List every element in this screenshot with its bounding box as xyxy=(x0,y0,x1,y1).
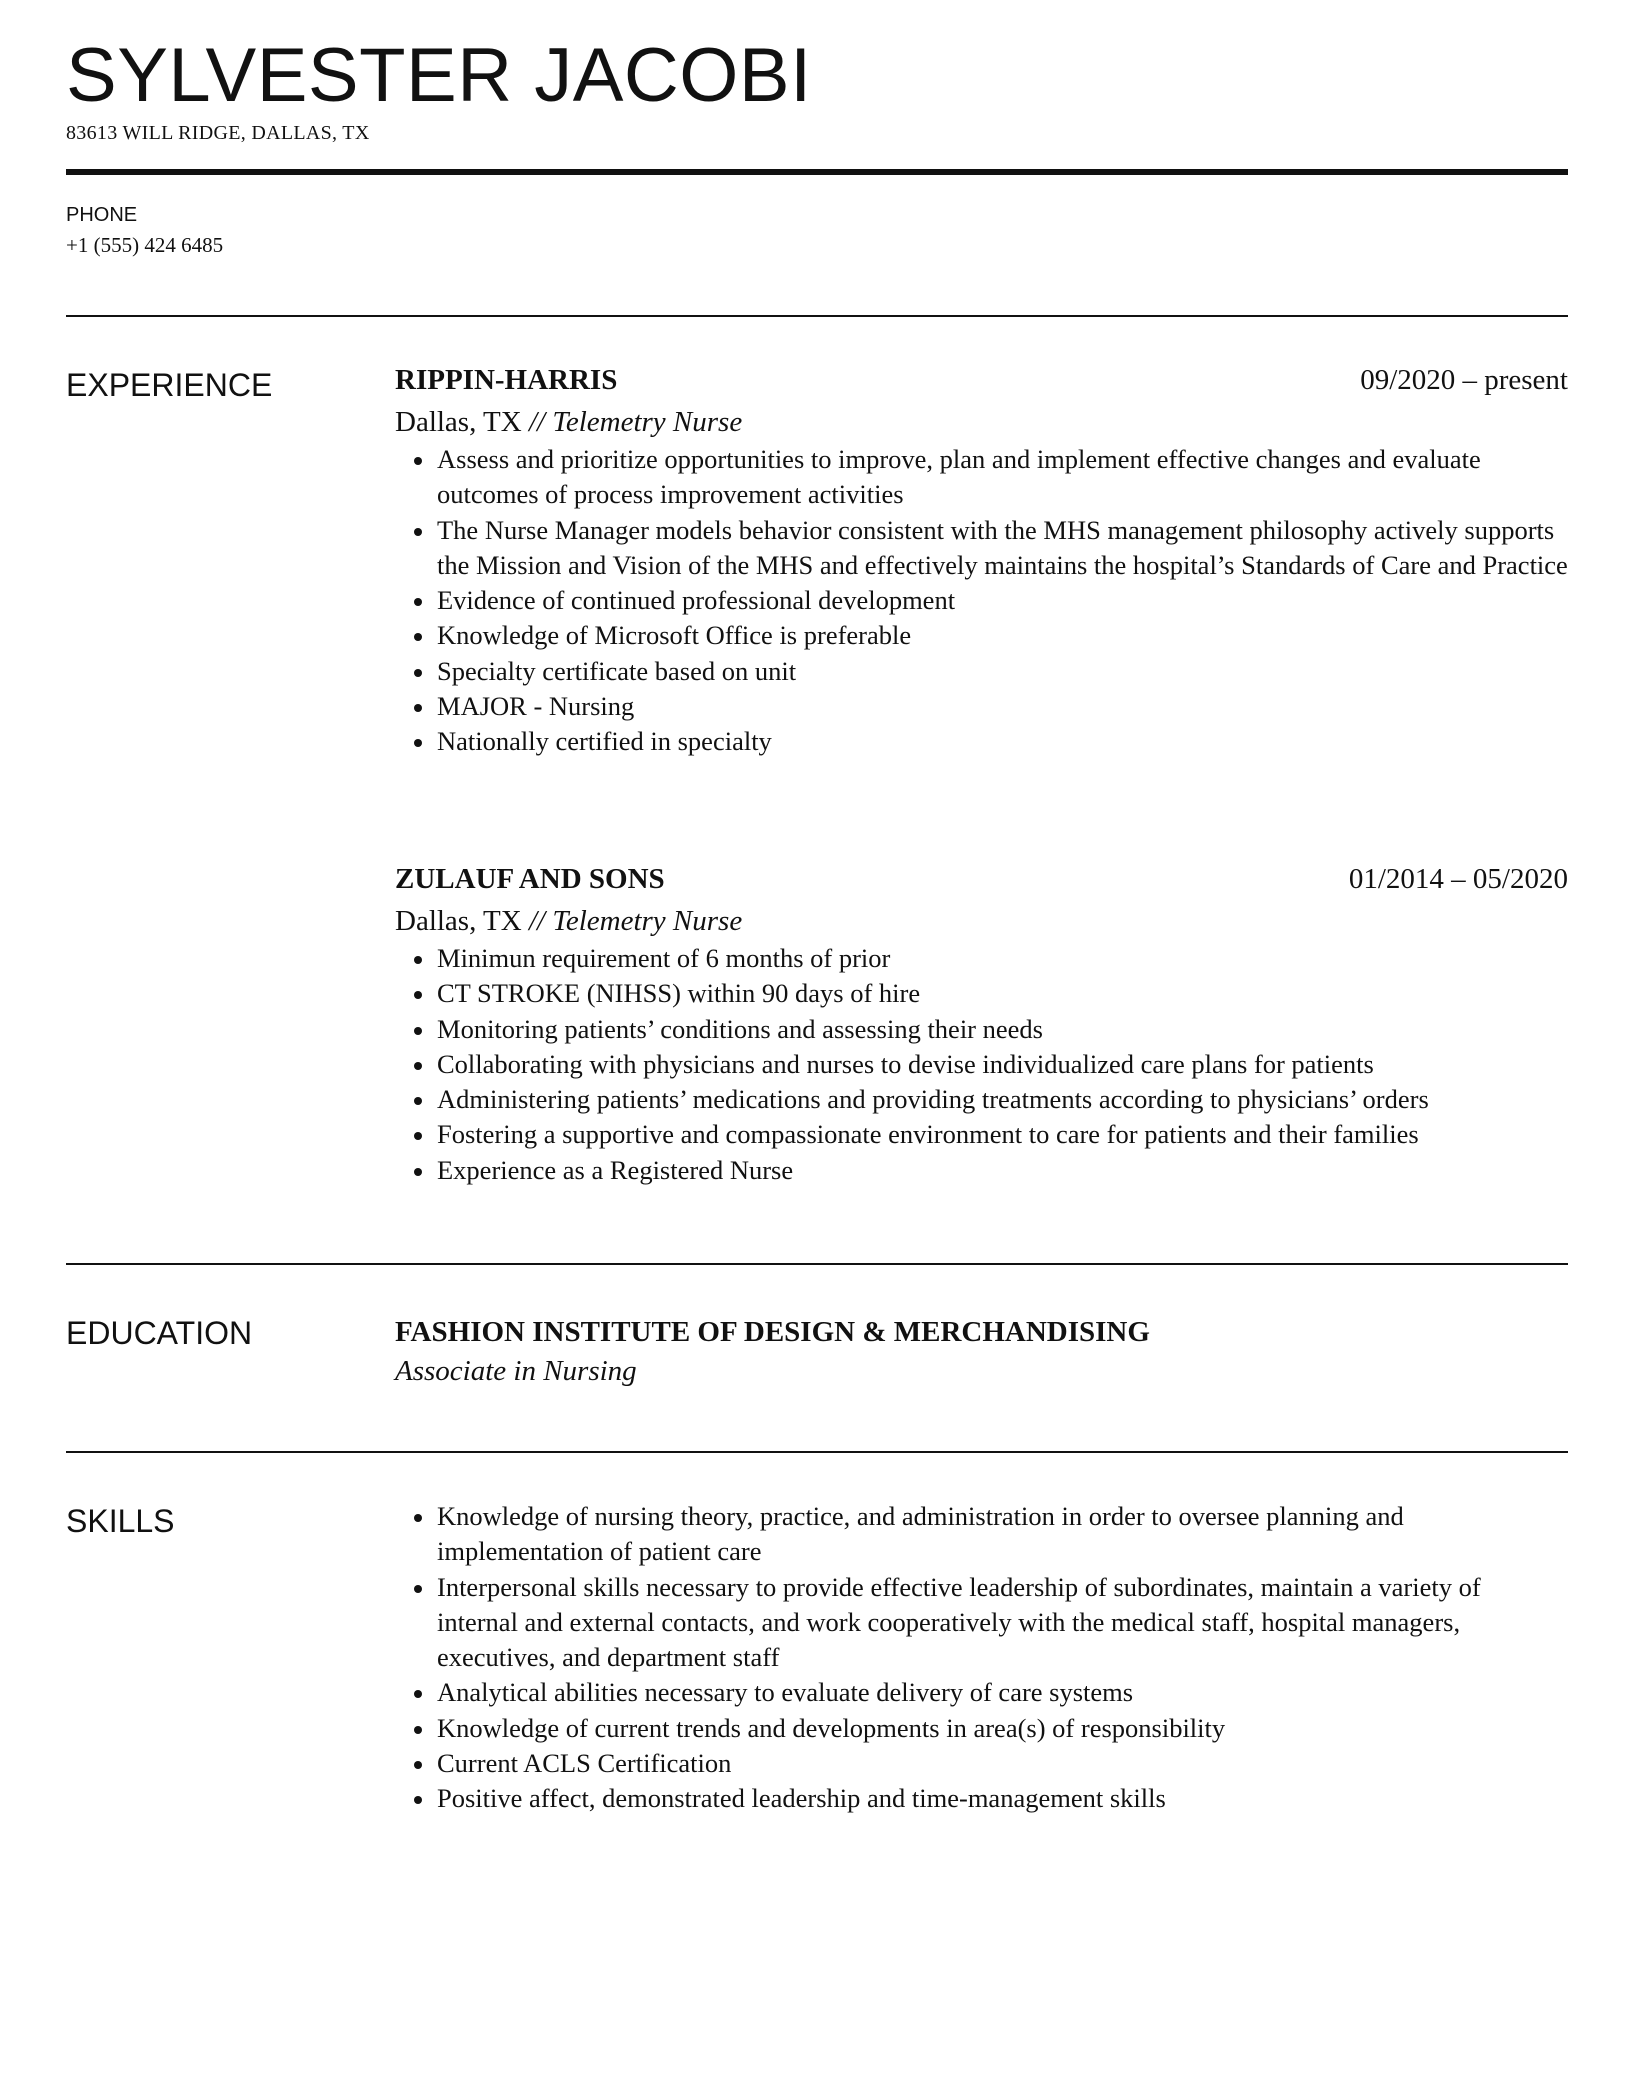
job-bullet: Monitoring patients’ conditions and assessing their needs xyxy=(395,1012,1568,1047)
candidate-name: SYLVESTER JACOBI xyxy=(66,33,812,118)
job-bullet: CT STROKE (NIHSS) within 90 days of hire xyxy=(395,976,1568,1011)
job-bullet: Fostering a supportive and compassionate environment to care for patients and their families xyxy=(395,1117,1568,1152)
job-bullets xyxy=(395,442,1568,760)
job-entry xyxy=(395,863,1568,1188)
job-bullet: Evidence of continued professional development xyxy=(395,583,1568,618)
job-location: Dallas, TX xyxy=(395,406,522,438)
education-entry xyxy=(395,1313,1568,1391)
job-bullet: Administering patients’ medications and providing treatments according to physicians’ orders xyxy=(395,1082,1568,1117)
job-bullet: Minimun requirement of 6 months of prior xyxy=(395,941,1568,976)
job-subline xyxy=(395,402,1568,442)
skills-list xyxy=(395,1499,1568,1817)
job-company: RIPPIN-HARRIS xyxy=(395,364,618,396)
job-bullet: MAJOR - Nursing xyxy=(395,689,1568,724)
candidate-address: 83613 WILL RIDGE, DALLAS, TX xyxy=(66,122,370,144)
job-dates: 01/2014 – 05/2020 xyxy=(1348,863,1568,895)
job-entry xyxy=(395,364,1568,760)
job-bullet: Collaborating with physicians and nurses to devise individualized care plans for patients xyxy=(395,1047,1568,1082)
job-separator: // xyxy=(528,406,546,438)
job-bullet: Nationally certified in specialty xyxy=(395,724,1568,759)
skill-item: Current ACLS Certification xyxy=(395,1746,1568,1781)
job-bullet: Knowledge of Microsoft Office is preferable xyxy=(395,618,1568,653)
skill-item: Positive affect, demonstrated leadership and time-management skills xyxy=(395,1781,1568,1816)
job-role: Telemetry Nurse xyxy=(552,905,743,937)
experience-divider xyxy=(66,1263,1568,1265)
education-degree: Associate in Nursing xyxy=(395,1355,637,1387)
contact-divider xyxy=(66,315,1568,317)
phone-value: +1 (555) 424 6485 xyxy=(66,233,224,257)
education-divider xyxy=(66,1451,1568,1453)
job-bullet: Specialty certificate based on unit xyxy=(395,654,1568,689)
job-separator: // xyxy=(528,905,546,937)
job-dates: 09/2020 – present xyxy=(1360,364,1568,396)
education-heading: EDUCATION xyxy=(66,1315,253,1351)
job-bullets xyxy=(395,941,1568,1188)
job-subline xyxy=(395,901,1568,941)
phone-label: PHONE xyxy=(66,204,138,226)
skill-item: Knowledge of current trends and developments in area(s) of responsibility xyxy=(395,1711,1568,1746)
job-bullet: The Nurse Manager models behavior consistent with the MHS management philosophy actively supports the Mission and Vision of the MHS and effectively maintains the hospital’s Standards of Care and Practice xyxy=(395,513,1568,584)
skills-heading: SKILLS xyxy=(66,1503,175,1539)
experience-heading: EXPERIENCE xyxy=(66,367,273,403)
job-location: Dallas, TX xyxy=(395,905,522,937)
skill-item: Analytical abilities necessary to evaluate delivery of care systems xyxy=(395,1675,1568,1710)
education-school: FASHION INSTITUTE OF DESIGN & MERCHANDISING xyxy=(395,1316,1150,1348)
skill-item: Interpersonal skills necessary to provide effective leadership of subordinates, maintain a variety of internal and external contacts, and work cooperatively with the medical staff, hospital managers, executives, and department staff xyxy=(395,1570,1568,1676)
header-divider xyxy=(66,169,1568,175)
job-bullet: Assess and prioritize opportunities to improve, plan and implement effective changes and evaluate outcomes of process improvement activities xyxy=(395,442,1568,513)
job-bullet: Experience as a Registered Nurse xyxy=(395,1153,1568,1188)
skills-entry xyxy=(395,1499,1568,1817)
job-company: ZULAUF AND SONS xyxy=(395,863,665,895)
skill-item: Knowledge of nursing theory, practice, and administration in order to oversee planning and implementation of patient care xyxy=(395,1499,1568,1570)
job-role: Telemetry Nurse xyxy=(552,406,743,438)
